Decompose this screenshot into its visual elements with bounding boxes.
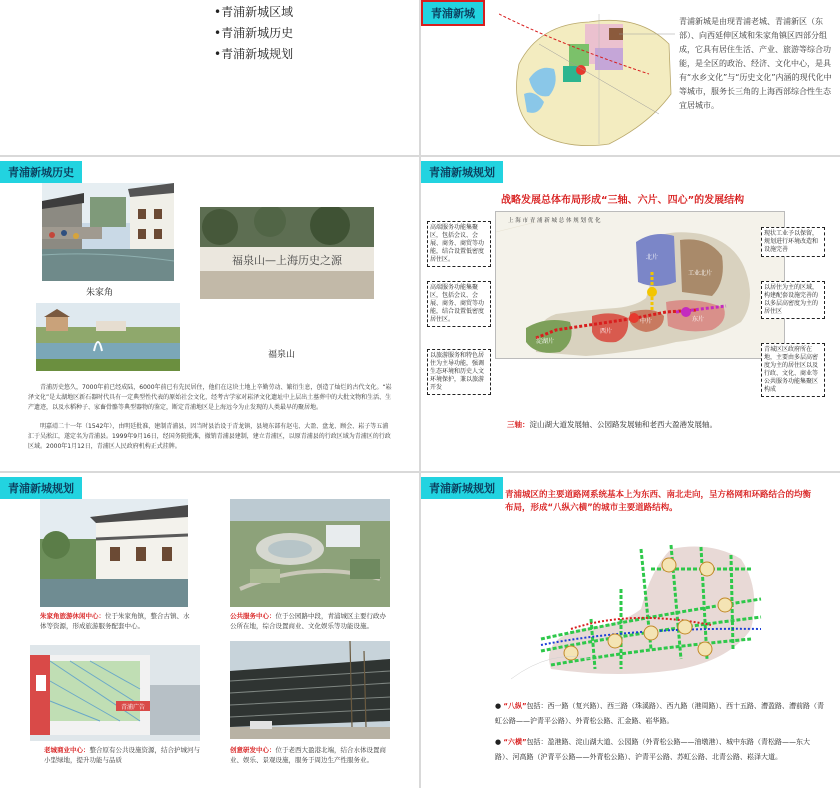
- eight-vertical-roads: ● “八纵”包括：西一路（复兴路）、西三路（珠溪路）、西九路（港周路）、西十五路、漕盈路、漕前路（青虹公路——沪青平公路）、外青松公路、汇金路、崧华路。: [495, 702, 825, 725]
- zone-label: 中片: [640, 318, 653, 325]
- creative-rd-center-photo: [230, 641, 390, 739]
- caption-zhujiajiao: [40, 611, 194, 631]
- roads-text: 包括：盈港路、淀山湖大道、公园路（外青松公路——油墩港）、城中东路（青松路——东大路）、河高路（沪青平公路——外青松公路）、沪青平公路、苏虹公路、北青公路、崧泽大道。: [495, 738, 811, 761]
- axes-caption: [507, 419, 717, 430]
- callout-note: 现状工业予以保留，规划进行环境改造和设施完善: [761, 227, 825, 257]
- callout-note: 高端服务功能集聚区，包括会议、会展、商务、商贸等功能，结合设置低密度居住区。: [427, 221, 491, 267]
- roads-label: “六横”: [503, 738, 527, 746]
- caption-public-service: [230, 611, 390, 631]
- history-paragraph-1: 青浦历史悠久，7000年前已经成陆，6000年前已有先民居住，他们在这块土地上辛勤劳动、繁衍生息，创造了灿烂的古代文化。“崧泽文化”是太湖地区新石器时代具有一定典型性代表的原始社会文化，经考古学家对崧泽文化遗址中上层出土墓葬中的大批文物和生活、生产遗迹，以及水稻种子、家畜骨骼等典型器物的鉴定，断定青浦地区是上海远今为止发现的人类最早的聚居地。: [28, 384, 392, 411]
- zone-label: 淀湖片: [536, 338, 555, 345]
- caption-old-town: [44, 745, 204, 765]
- slide-planning-structure[interactable]: [421, 157, 840, 471]
- shop-sign: 青浦广告: [120, 704, 146, 711]
- slide-region-list[interactable]: [0, 0, 419, 155]
- bullet-list: [214, 2, 293, 65]
- zhujiajiao-label: 朱家角: [86, 288, 114, 298]
- roads-text: 包括：西一路（复兴路）、西三路（珠溪路）、西九路（港周路）、西十五路、漕盈路、漕前路（青虹公路——沪青平公路）、外青松公路、汇金路、崧华路。: [495, 702, 825, 725]
- caption-title: 创意研发中心：: [230, 746, 276, 754]
- six-horizontal-roads: ● “六横”包括：盈港路、淀山湖大道、公园路（外青松公路——油墩港）、城中东路（青松路——东大路）、河高路（沪青平公路——外青松公路）、沪青平公路、苏虹公路、北青公路、崧泽大道。: [495, 738, 811, 761]
- bullet-item: •青浦新城规划: [214, 47, 294, 61]
- region-map: [499, 4, 675, 152]
- fuquanshan-photo: [200, 207, 374, 299]
- roads-label: “八纵”: [503, 702, 527, 710]
- zhujiajiao-center-photo: [40, 499, 188, 607]
- road-network-map: [511, 529, 771, 691]
- slide-tag: 青浦新城规划: [421, 477, 503, 499]
- caption-creative-rd: [230, 745, 390, 765]
- slide-tag: 青浦新城规划: [0, 477, 82, 499]
- zone-label: 北片: [646, 254, 659, 261]
- callout-note: 青城区区政府所在地，主要由多层高密度为主的居住区以及行政、文化、商业等公共服务功能集聚区构成: [761, 343, 825, 397]
- slide-centers[interactable]: [0, 473, 419, 788]
- zone-label: 西片: [600, 328, 613, 335]
- zone-label: 东片: [692, 316, 705, 323]
- road-network-title: 青浦城区的主要道路网系统基本上为东西、南北走向，呈方格网和环路结合的均衡布局，形成“八纵六横”的城市主要道路结构。: [505, 490, 812, 513]
- slide-history[interactable]: [0, 157, 419, 471]
- caption-text: 整合原有公共设施资源，结合护城河与小型绿地，提升功能与品质: [44, 746, 200, 764]
- slide-tag: 青浦新城规划: [421, 161, 503, 183]
- region-description: 青浦新城是由现青浦老城、青浦新区（东部）、向西延伸区域和朱家角镇区四部分组成，它具有居住生活、产业、旅游等综合功能，是全区的政治、经济、文化中心，是具有“水乡文化”与“历史文化”内涵的现代化中等城市，服务长三角的上海西部综合性生态宜居城市。: [679, 17, 832, 110]
- caption-title: 老城商业中心：: [44, 746, 90, 754]
- slide-tag: 青浦新城历史: [0, 161, 82, 183]
- caption-text: 位于朱家角镇，整合古镇、水体等资源，形成旅游服务配套中心。: [40, 612, 190, 630]
- bullet-item: •青浦新城区域: [214, 5, 294, 19]
- fuquanshan-label: 福泉山: [268, 350, 296, 360]
- caption-text: 位于老西大盈港北端，结合水体设置商业、娱乐、景观设施，服务于周边生产性服务业。: [230, 746, 386, 764]
- axes-text: 淀山湖大道发展轴、公园路发展轴和老西大盈港发展轴。: [529, 420, 717, 429]
- map-title: 上 海 市 青 浦 新 城 总 体 规 划 优 化: [508, 218, 601, 224]
- waterfront-photo: [36, 303, 180, 371]
- callout-note: 以居住为主的区域，构建配套设施完善的以多层高密度为主的居住区: [761, 281, 825, 319]
- slide-road-network[interactable]: [421, 473, 840, 788]
- public-service-center-photo: [230, 499, 390, 607]
- axes-label: 三轴：: [507, 420, 530, 429]
- zhujiajiao-photo: [42, 183, 174, 281]
- caption-title: 朱家角旅游休闲中心：: [40, 612, 105, 620]
- bullet-item: •青浦新城历史: [214, 26, 294, 40]
- history-paragraph-2: 明嘉靖二十一年（1542年），由明廷批准，建制青浦县，因当时县治设于青龙镇，县境东部有赵屯、大盈、盘龙、顾会、崧子等五浦汇于吴淞江，遂定名为青浦县。1999年9月16日，经国务院批准，撤销青浦县建制，建立青浦区，以原青浦县的行政区域为青浦区的行政区域。2000年1月12日，青浦区人民政府机构正式挂牌。: [28, 423, 391, 450]
- slide-qingpu-newcity[interactable]: [421, 0, 840, 155]
- caption-text: 位于公园路中段，青浦城区主要行政办公所在地，综合设置商业、文化娱乐等功能设施。: [230, 612, 386, 630]
- structure-title: 战略发展总体布局形成“三轴、六片、四心”的发展结构: [501, 195, 745, 206]
- callout-note: 高端服务功能集聚区，包括会议、会展、商务、商贸等功能，结合设置低密度居住区。: [427, 281, 491, 327]
- callout-note: 以旅游服务和特色居住为主导功能，强调生态环境和历史人文环境保护，兼以旅游开发: [427, 349, 491, 395]
- fuquanshan-sign: 福泉山—上海历史之源: [232, 254, 342, 267]
- caption-title: 公共服务中心：: [230, 612, 276, 620]
- slide-tag: 青浦新城: [421, 0, 485, 26]
- structure-map: [495, 211, 785, 359]
- old-town-commercial-photo: [30, 645, 200, 741]
- zone-label: 工业北片: [688, 270, 713, 277]
